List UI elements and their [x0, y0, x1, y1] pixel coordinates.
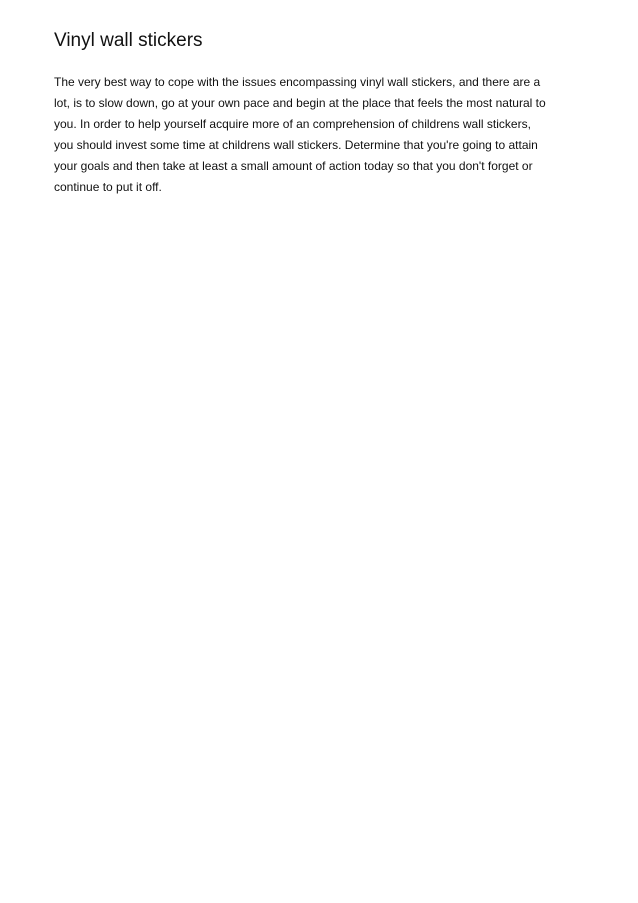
document-title: Vinyl wall stickers	[54, 30, 203, 51]
paragraph-line: The very best way to cope with the issues encompassing vinyl wall stickers, and there are a	[54, 75, 541, 89]
paragraph-line: you should invest some time at childrens wall stickers. Determine that you're going to attain	[54, 138, 538, 152]
paragraph-line: your goals and then take at least a small amount of action today so that you don't forget or	[54, 159, 533, 173]
paragraph-line: lot, is to slow down, go at your own pace and begin at the place that feels the most natural to	[54, 96, 546, 110]
paragraph-line: continue to put it off.	[54, 180, 162, 194]
paragraph-line: you. In order to help yourself acquire more of an comprehension of childrens wall stickers,	[54, 117, 531, 131]
document-body-paragraph	[54, 72, 590, 198]
